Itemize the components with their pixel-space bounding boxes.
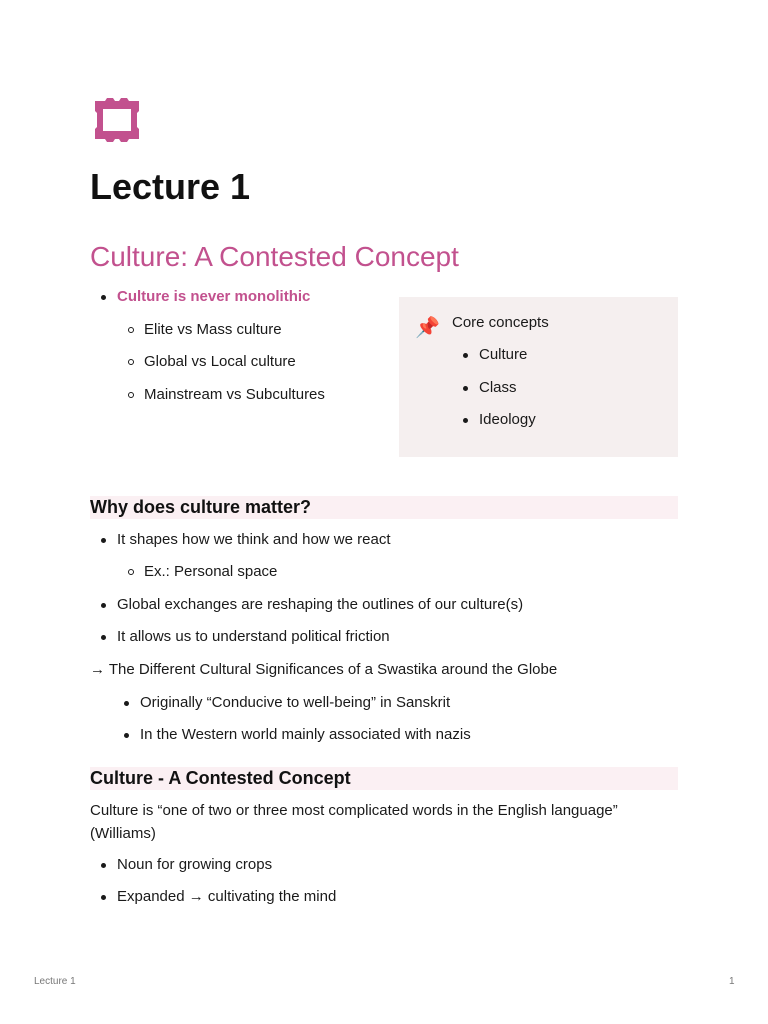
list-item: Class (479, 379, 517, 396)
list-item: Ex.: Personal space (144, 563, 278, 580)
page-title: Lecture 1 (90, 166, 251, 207)
list-item: Mainstream vs Subcultures (144, 386, 325, 403)
frame-icon (93, 97, 141, 143)
list-item: Culture is never monolithic (117, 288, 311, 305)
pushpin-icon: 📌 (415, 317, 440, 339)
section-heading-culture: Culture: A Contested Concept (90, 241, 459, 272)
footer-title: Lecture 1 (34, 976, 76, 987)
section-heading-contested: Culture - A Contested Concept (90, 767, 678, 790)
callout-title: Core concepts (452, 314, 549, 331)
section-heading-why: Why does culture matter? (90, 496, 678, 519)
list-item: Noun for growing crops (117, 856, 273, 873)
paragraph: Culture is “one of two or three most complicated words in the English language” (Williams) (90, 802, 618, 842)
list-item: Ideology (479, 411, 536, 428)
list-item: Expanded → cultivating the mind (117, 888, 337, 905)
list-item: Elite vs Mass culture (144, 321, 282, 338)
page-number: 1 (729, 976, 735, 987)
list-item: Global exchanges are reshaping the outlines of our culture(s) (117, 596, 524, 613)
list-item: Culture (479, 346, 528, 363)
list-item: It shapes how we think and how we react (117, 531, 391, 548)
list-item: In the Western world mainly associated with nazis (140, 726, 471, 743)
list-item: It allows us to understand political friction (117, 628, 390, 645)
arrow-line: → The Different Cultural Significances of a Swastika around the Globe (90, 661, 558, 678)
list-item: Originally “Conducive to well-being” in Sanskrit (140, 694, 451, 711)
list-item: Global vs Local culture (144, 353, 296, 370)
